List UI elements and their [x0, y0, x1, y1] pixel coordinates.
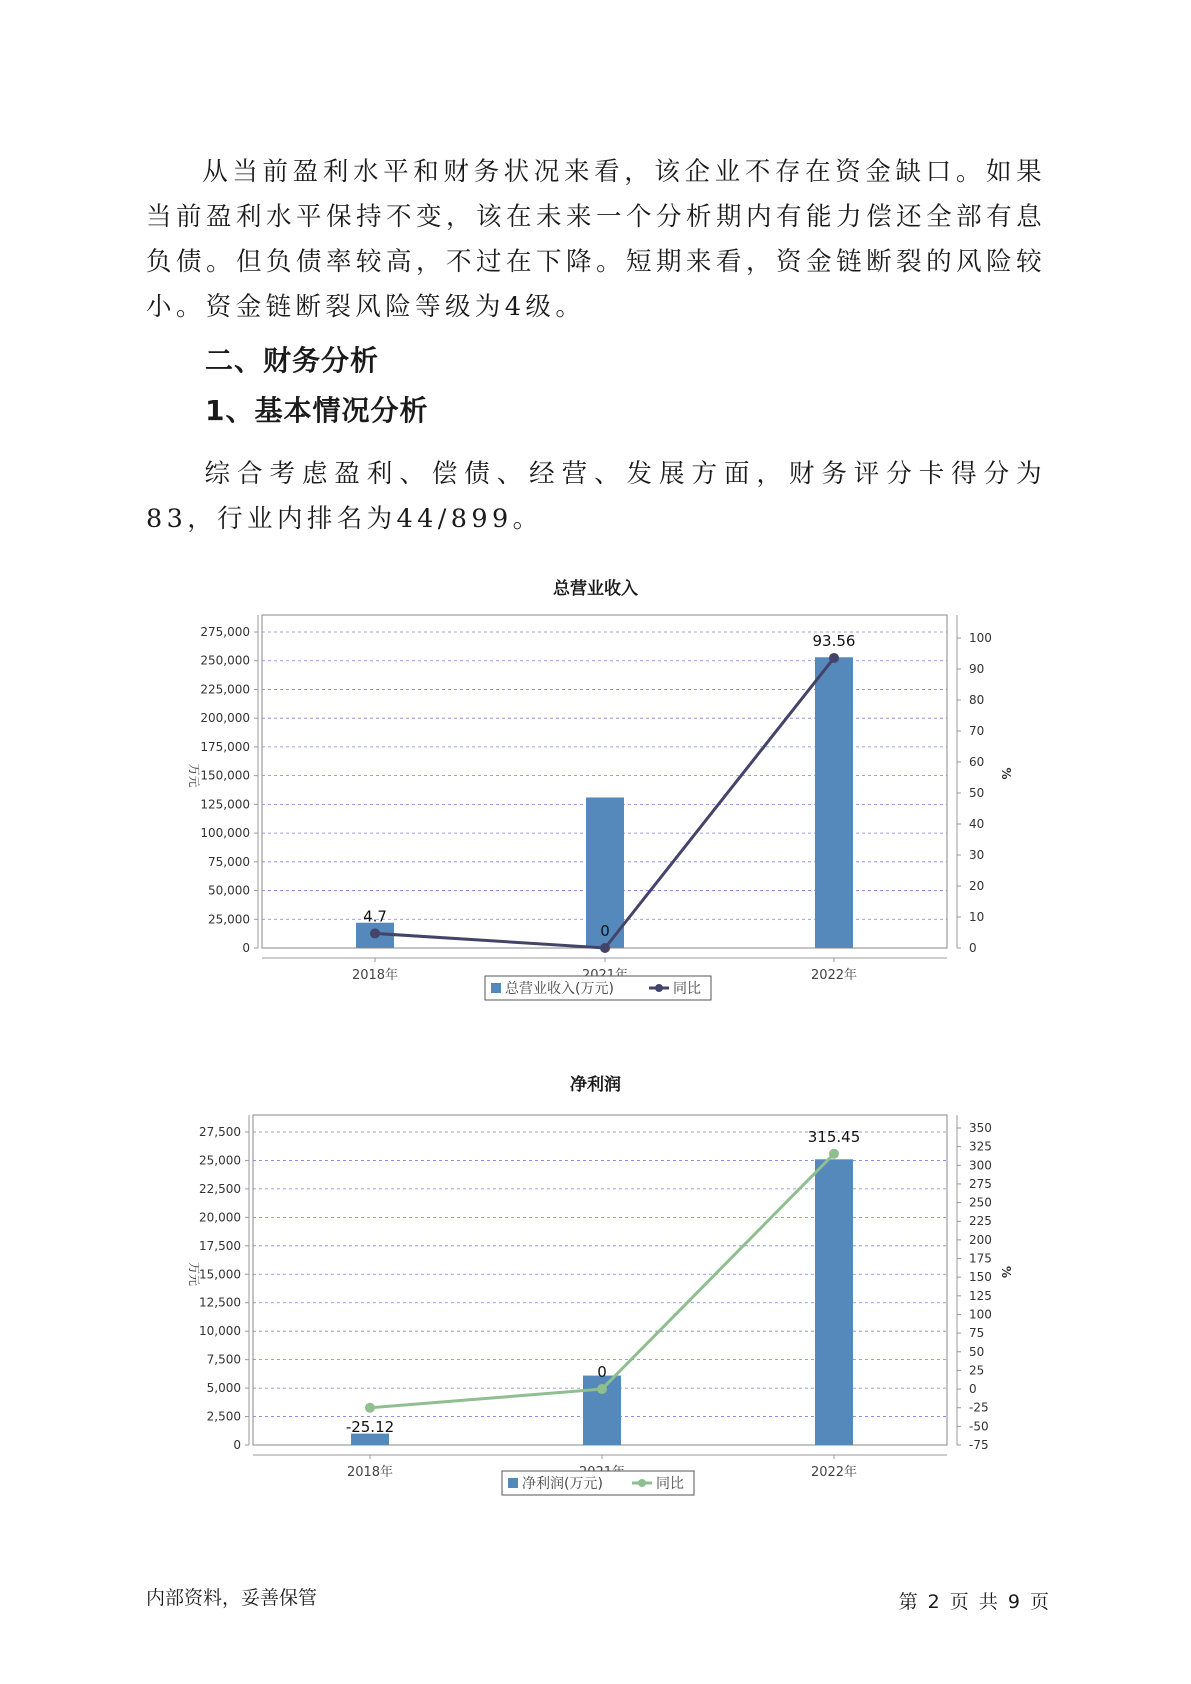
right-axis-tick-label: 0: [969, 1382, 977, 1397]
right-axis-title: %: [999, 767, 1013, 780]
right-axis-tick-label: 40: [969, 817, 985, 831]
left-axis-tick-label: 12,500: [199, 1295, 241, 1310]
legend-bar-swatch: [508, 1478, 518, 1488]
chart-title-revenue: 总营业收入: [553, 579, 638, 599]
left-axis-tick-label: 50,000: [208, 883, 250, 898]
right-axis-tick-label: 275: [969, 1176, 992, 1191]
bar-2022年: [815, 1159, 853, 1445]
right-axis-tick-label: 0: [969, 941, 977, 955]
subsection-heading-basic-analysis: 1、基本情况分析: [205, 394, 429, 427]
yoy-point: [829, 653, 839, 663]
footer-confidential-note: 内部资料，妥善保管: [146, 1587, 318, 1609]
yoy-point: [600, 943, 610, 953]
left-axis-tick-label: 0: [233, 1438, 241, 1452]
right-axis-tick-label: 50: [969, 786, 985, 800]
yoy-data-label: 0: [597, 1363, 607, 1382]
right-axis-tick-label: 150: [969, 1270, 992, 1285]
right-axis-tick-label: -50: [969, 1419, 989, 1434]
right-axis-tick-label: 10: [969, 910, 985, 924]
paragraph-risk-summary-text: 从当前盈利水平和财务状况来看，该企业不存在资金缺口。如果当前盈利水平保持不变，该在未来一个分析期内有能力偿还全部有息负债。但负债率较高，不过在下降。短期来看，资金链断裂的风险较小。资金链断裂风险等级为4级。: [146, 157, 1046, 322]
net-profit-chart: [0, 1095, 1191, 1535]
yoy-data-label: 4.7: [363, 907, 387, 926]
left-axis-tick-label: 25,000: [199, 1153, 241, 1168]
right-axis-tick-label: 60: [969, 755, 985, 769]
left-axis-tick-label: 175,000: [200, 739, 250, 754]
legend-line-label: 同比: [673, 981, 701, 997]
yoy-data-label: 93.56: [812, 631, 856, 650]
paragraph-score-summary: [146, 452, 1046, 542]
left-axis-tick-label: 5,000: [206, 1381, 241, 1396]
left-axis-tick-label: 125,000: [200, 797, 250, 812]
legend-line-label: 同比: [656, 1476, 684, 1492]
paragraph-risk-summary: [146, 150, 1046, 330]
yoy-point: [370, 928, 380, 938]
category-label: 2018年: [351, 968, 399, 983]
right-axis-tick-label: 250: [969, 1195, 992, 1210]
right-axis-tick-label: 225: [969, 1214, 992, 1229]
left-axis-tick-label: 7,500: [206, 1352, 241, 1367]
section-heading-financial-analysis: 二、财务分析: [205, 344, 380, 377]
left-axis-tick-label: 15,000: [199, 1267, 241, 1282]
legend-bar-label: 总营业收入(万元): [505, 981, 614, 997]
left-axis-tick-label: 275,000: [200, 625, 250, 639]
left-axis-tick-label: 27,500: [199, 1125, 241, 1139]
right-axis-tick-label: 50: [969, 1344, 985, 1359]
left-axis-tick-label: 2,500: [206, 1409, 241, 1424]
right-axis-tick-label: 80: [969, 693, 985, 707]
chart-title-net-profit: 净利润: [570, 1075, 621, 1095]
paragraph-score-summary-text: 综合考虑盈利、偿债、经营、发展方面，财务评分卡得分为83，行业内排名为44/899。: [146, 459, 1046, 534]
legend-line-marker: [638, 1479, 646, 1487]
yoy-data-label: -25.12: [345, 1417, 395, 1436]
right-axis-tick-label: 100: [969, 1307, 992, 1322]
right-axis-tick-label: 325: [969, 1139, 992, 1154]
yoy-point: [829, 1149, 839, 1159]
right-axis-tick-label: 200: [969, 1232, 992, 1247]
left-axis-tick-label: 150,000: [200, 768, 250, 783]
right-axis-tick-label: 100: [969, 631, 992, 645]
left-axis-tick-label: 75,000: [208, 854, 250, 869]
revenue-chart: [0, 600, 1191, 1040]
right-axis-tick-label: 175: [969, 1251, 992, 1266]
right-axis-tick-label: 20: [969, 879, 985, 893]
legend-line-marker: [655, 984, 663, 992]
right-axis-tick-label: 70: [969, 724, 985, 738]
right-axis-title: %: [999, 1265, 1013, 1279]
right-axis-tick-label: 300: [969, 1158, 992, 1173]
footer-page-number: 第 2 页 共 9 页: [898, 1591, 1051, 1613]
left-axis-tick-label: 10,000: [199, 1324, 241, 1339]
left-axis-tick-label: 225,000: [200, 682, 250, 697]
left-axis-tick-label: 250,000: [200, 653, 250, 668]
left-axis-tick-label: 0: [242, 941, 250, 955]
right-axis-tick-label: -25: [969, 1400, 989, 1415]
yoy-point: [365, 1403, 375, 1413]
left-axis-tick-label: 25,000: [208, 912, 250, 927]
legend-bar-label: 净利润(万元): [522, 1476, 603, 1492]
right-axis-tick-label: 90: [969, 662, 985, 676]
left-axis-tick-label: 100,000: [200, 826, 250, 841]
right-axis-tick-label: 125: [969, 1288, 992, 1303]
left-axis-tick-label: 20,000: [199, 1210, 241, 1225]
left-axis-tick-label: 17,500: [199, 1238, 241, 1253]
yoy-point: [597, 1384, 607, 1394]
right-axis-tick-label: 350: [969, 1121, 992, 1135]
legend-bar-swatch: [491, 983, 501, 993]
right-axis-tick-label: 30: [969, 848, 985, 862]
right-axis-tick-label: 75: [969, 1326, 985, 1341]
right-axis-tick-label: -75: [969, 1438, 989, 1452]
left-axis-title: 万元: [187, 763, 201, 788]
left-axis-title: 万元: [187, 1261, 201, 1287]
left-axis-tick-label: 22,500: [199, 1181, 241, 1196]
right-axis-tick-label: 25: [969, 1363, 985, 1378]
yoy-data-label: 0: [600, 922, 610, 940]
bar-2022年: [815, 657, 853, 948]
left-axis-tick-label: 200,000: [200, 711, 250, 726]
category-label: 2018年: [346, 1465, 394, 1480]
category-label: 2022年: [810, 968, 858, 983]
category-label: 2022年: [810, 1465, 858, 1480]
yoy-data-label: 315.45: [807, 1127, 861, 1146]
